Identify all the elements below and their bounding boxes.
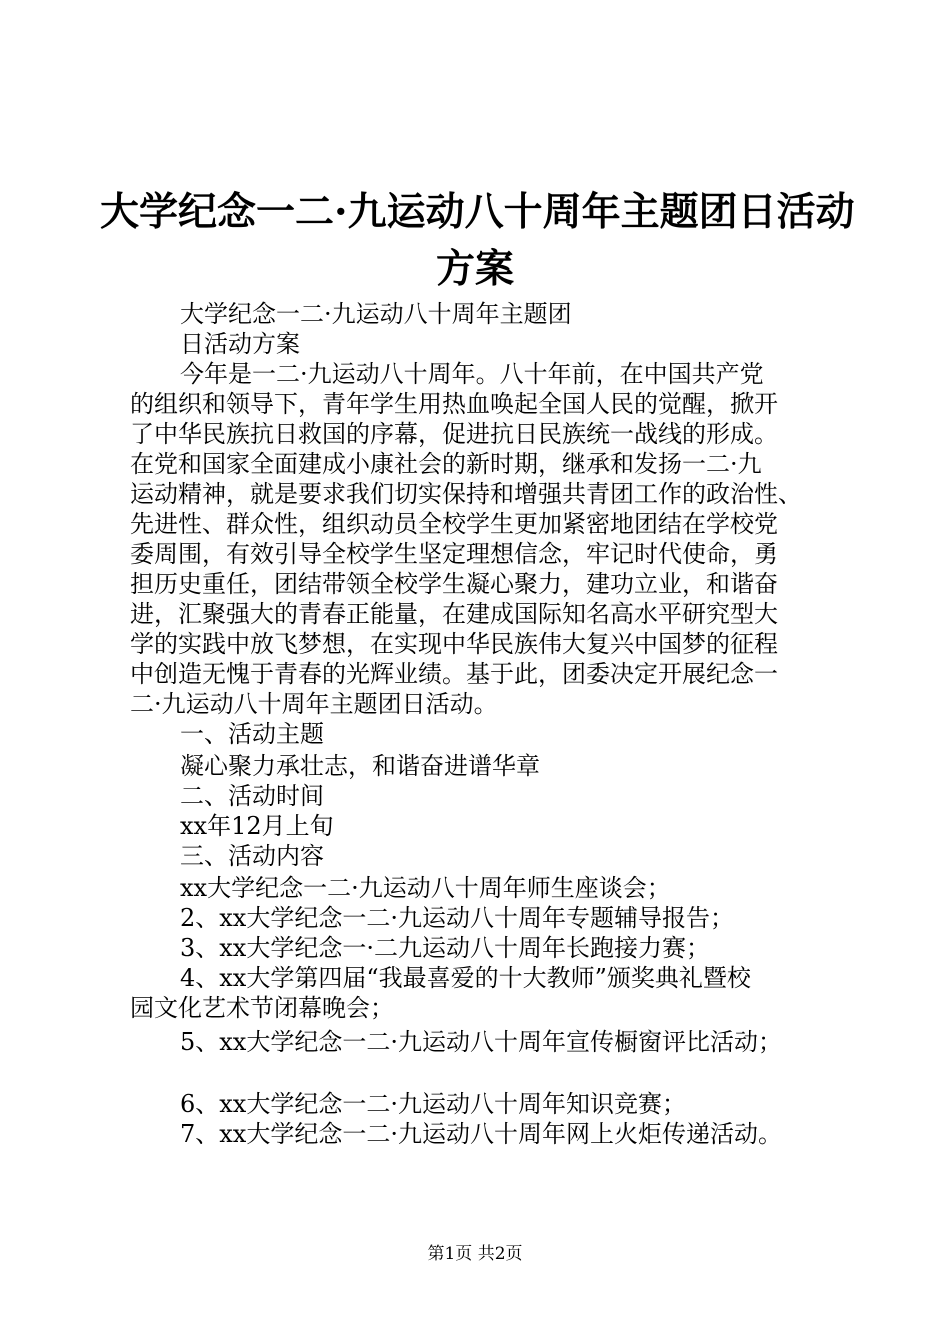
subtitle-line-2: 日活动方案: [180, 330, 300, 358]
activity-item: 2、xx大学纪念一二·九运动八十周年专题辅导报告；: [180, 904, 734, 932]
activity-item: xx大学纪念一二·九运动八十周年师生座谈会；: [180, 874, 671, 902]
paragraph-line: 今年是一二·九运动八十周年。八十年前，在中国共产党: [180, 360, 764, 388]
document-title-line-1: 大学纪念一二·九运动八十周年主题团日活动: [100, 189, 855, 235]
paragraph-line: 运动精神，就是要求我们切实保持和增强共青团工作的政治性、: [130, 480, 802, 508]
paragraph-line: 中创造无愧于青春的光辉业绩。基于此，团委决定开展纪念一: [130, 660, 778, 688]
paragraph-line: 二·九运动八十周年主题团日活动。: [130, 690, 498, 718]
paragraph-line: 进，汇聚强大的青春正能量，在建成国际知名高水平研究型大: [130, 600, 778, 628]
activity-item: 6、xx大学纪念一二·九运动八十周年知识竞赛；: [180, 1090, 686, 1118]
paragraph-line: 学的实践中放飞梦想，在实现中华民族伟大复兴中国梦的征程: [130, 630, 778, 658]
activity-item: 5、xx大学纪念一二·九运动八十周年宣传橱窗评比活动；: [180, 1028, 782, 1056]
activity-item: 4、xx大学第四届“我最喜爱的十大教师”颁奖典礼暨校: [180, 964, 751, 992]
paragraph-line: 担历史重任，团结带领全校学生凝心聚力，建功立业，和谐奋: [130, 570, 778, 598]
activity-item: 3、xx大学纪念一·二九运动八十周年长跑接力赛；: [180, 934, 710, 962]
paragraph-line: 了中华民族抗日救国的序幕，促进抗日民族统一战线的形成。: [130, 420, 778, 448]
activity-item-continuation: 园文化艺术节闭幕晚会；: [130, 994, 394, 1022]
subtitle-line-1: 大学纪念一二·九运动八十周年主题团: [180, 300, 572, 328]
document-title-line-2: 方案: [435, 246, 514, 292]
section-content-time: xx年12月上旬: [180, 812, 334, 840]
section-heading-content: 三、活动内容: [180, 842, 324, 870]
section-heading-time: 二、活动时间: [180, 782, 324, 810]
paragraph-line: 的组织和领导下，青年学生用热血唤起全国人民的觉醒，掀开: [130, 390, 778, 418]
paragraph-line: 先进性、群众性，组织动员全校学生更加紧密地团结在学校党: [130, 510, 778, 538]
section-heading-theme: 一、活动主题: [180, 720, 324, 748]
paragraph-line: 委周围，有效引导全校学生坚定理想信念，牢记时代使命，勇: [130, 540, 778, 568]
activity-item: 7、xx大学纪念一二·九运动八十周年网上火炬传递活动。: [180, 1120, 782, 1148]
paragraph-line: 在党和国家全面建成小康社会的新时期，继承和发扬一二·九: [130, 450, 762, 478]
section-content-theme: 凝心聚力承壮志，和谐奋进谱华章: [180, 752, 540, 780]
page-number: 第1页 共2页: [427, 1244, 523, 1264]
